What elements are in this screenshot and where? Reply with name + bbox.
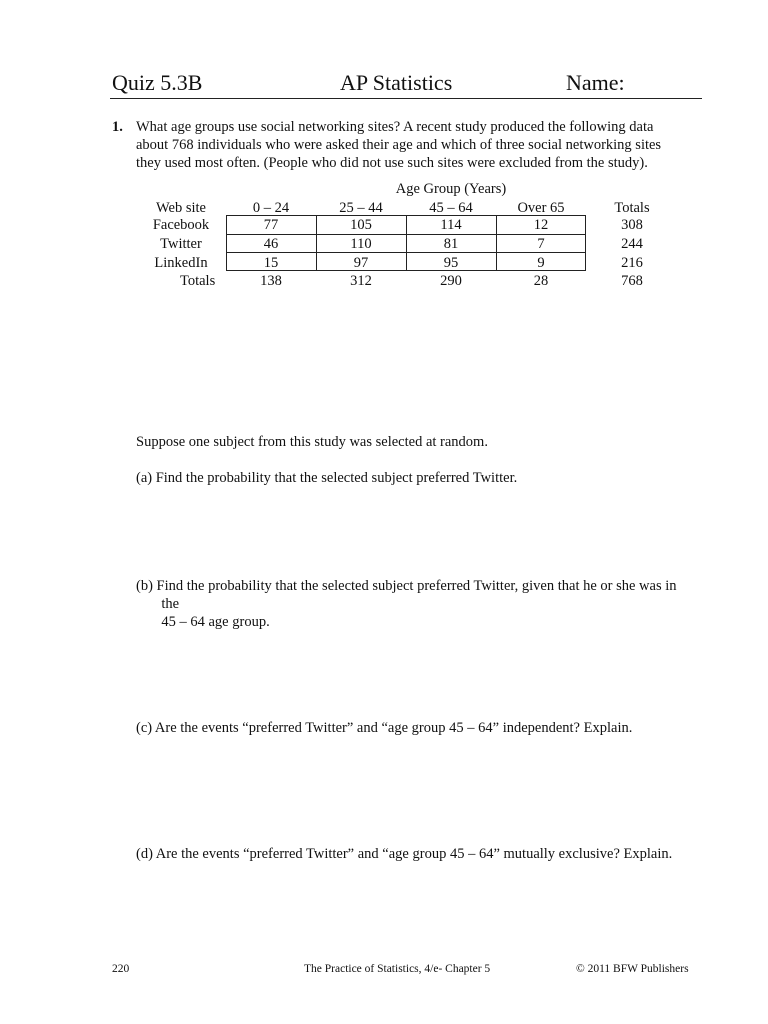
question-number: 1. [112,119,123,135]
table-cell: 9 [537,255,545,271]
table-cell: 7 [537,236,545,252]
question-intro-line: they used most often. (People who did not use such sites were excluded from the study). [136,155,648,171]
column-header: 25 – 44 [339,200,383,216]
table-cell: 15 [263,255,279,271]
table-cell: 12 [533,217,549,233]
column-total: 290 [440,273,462,289]
column-header: 0 – 24 [252,200,290,216]
course-title: AP Statistics [340,70,453,95]
part-b-line: the [136,596,180,612]
part-a-question: (a) Find the probability that the selected subject preferred Twitter. [136,470,518,486]
totals-row-label: Totals [180,273,216,289]
table-cell: 97 [353,255,369,271]
column-header: 45 – 64 [429,200,473,216]
table-cell: 81 [443,236,459,252]
selection-prompt: Suppose one subject from this study was selected at random. [136,434,488,450]
question-intro-line: about 768 individuals who were asked their age and which of three social networking sites [136,137,662,153]
column-total: 312 [350,273,372,289]
part-b-line: 45 – 64 age group. [136,614,270,630]
name-label: Name: [566,70,625,95]
header-divider [110,98,702,99]
column-total: 28 [533,273,549,289]
copyright-notice: © 2011 BFW Publishers [576,963,689,975]
question-intro [136,118,706,172]
row-label: Twitter [160,236,202,252]
part-d-question: (d) Are the events “preferred Twitter” and “age group 45 – 64” mutually exclusive? Explain. [136,846,673,862]
page-number: 220 [112,963,130,975]
column-header: Over 65 [517,200,565,216]
column-total: 138 [260,273,282,289]
row-total: 216 [621,255,643,271]
column-header: Totals [614,200,650,216]
grand-total: 768 [621,273,643,289]
row-label: LinkedIn [154,255,208,271]
part-c-question: (c) Are the events “preferred Twitter” and “age group 45 – 64” independent? Explain. [136,720,633,736]
book-title: The Practice of Statistics, 4/e- Chapter 5 [304,963,491,975]
question-intro-line: What age groups use social networking sites? A recent study produced the following data [136,119,654,135]
table-cell: 95 [443,255,459,271]
table-corner-label: Web site [156,200,206,216]
table-cell: 77 [263,217,279,233]
row-total: 244 [621,236,643,252]
quiz-title: Quiz 5.3B [112,70,203,95]
part-b-line: (b) Find the probability that the selected subject preferred Twitter, given that he or she was in [136,578,677,594]
part-b-question [136,577,706,631]
row-label: Facebook [152,217,210,233]
table-cell: 105 [350,217,372,233]
table-cell: 46 [263,236,279,252]
row-total: 308 [621,217,643,233]
table-caption: Age Group (Years) [395,181,507,197]
table-cell: 110 [350,236,372,252]
table-cell: 114 [440,217,462,233]
